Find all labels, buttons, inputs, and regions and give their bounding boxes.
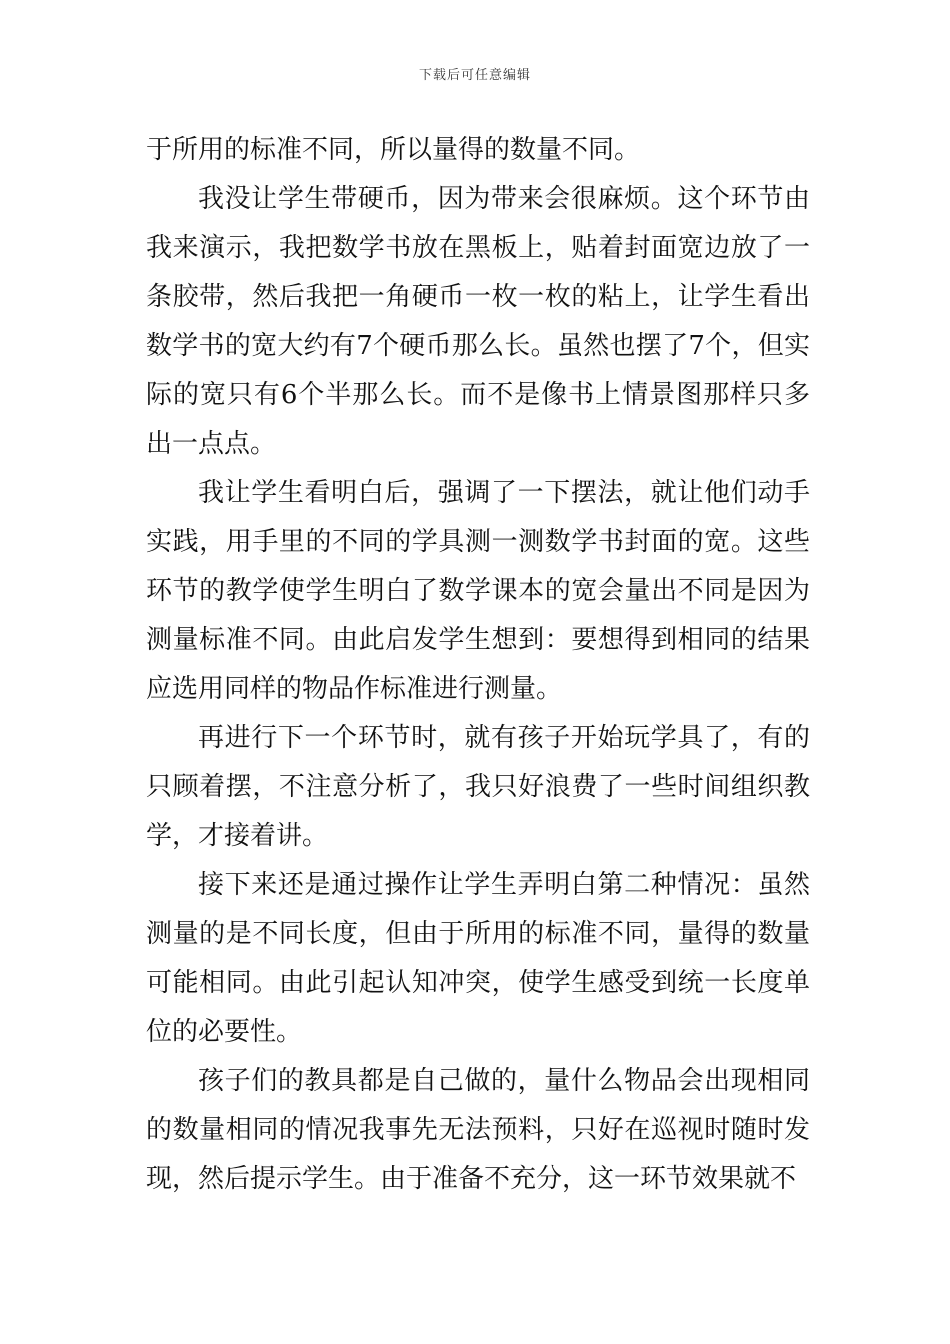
paragraph-2: 我没让学生带硬币，因为带来会很麻烦。这个环节由我来演示，我把数学书放在黑板上，贴着封面宽边放了一条胶带，然后我把一角硬币一枚一枚的粘上，让学生看出数学书的宽大约有7个硬币那么长。虽然也摆了7个，但实际的宽只有6个半那么长。而不是像书上情景图那样只多出一点点。: [146, 184, 810, 459]
document-body: [146, 126, 810, 1204]
paragraph-4: 再进行下一个环节时，就有孩子开始玩学具了，有的只顾着摆，不注意分析了，我只好浪费了一些时间组织教学，才接着讲。: [146, 723, 810, 851]
paragraph-5: 接下来还是通过操作让学生弄明白第二种情况：虽然测量的是不同长度，但由于所用的标准不同，量得的数量可能相同。由此引起认知冲突，使学生感受到统一长度单位的必要性。: [146, 870, 810, 1047]
paragraph-6: 孩子们的教具都是自己做的，量什么物品会出现相同的数量相同的情况我事先无法预料，只好在巡视时随时发现，然后提示学生。由于准备不充分，这一环节效果就不: [146, 1066, 810, 1194]
page-header: 下载后可任意编辑: [418, 68, 531, 83]
paragraph-1: 于所用的标准不同，所以量得的数量不同。: [146, 135, 641, 165]
paragraph-3: 我让学生看明白后，强调了一下摆法，就让他们动手实践，用手里的不同的学具测一测数学书封面的宽。这些环节的教学使学生明白了数学课本的宽会量出不同是因为测量标准不同。由此启发学生想到：要想得到相同的结果应选用同样的物品作标准进行测量。: [146, 478, 810, 704]
